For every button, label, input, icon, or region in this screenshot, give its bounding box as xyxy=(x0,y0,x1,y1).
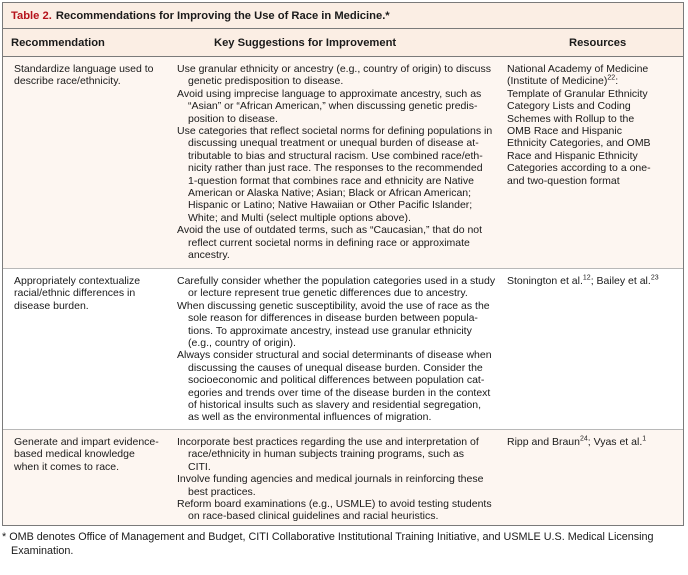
suggestion-line: of historical insults such as slavery and residential segregation, xyxy=(188,399,481,412)
resource-line xyxy=(507,150,683,162)
suggestion-item xyxy=(169,125,503,224)
recommendation-cell xyxy=(3,430,169,525)
resource-text: ; Bailey et al. xyxy=(590,275,651,287)
suggestion-line: race/ethnicity in human subjects training programs, such as xyxy=(188,448,465,461)
reference-superscript: 1 xyxy=(642,435,647,443)
suggestions-cell xyxy=(169,430,503,525)
suggestion-line: tributable to bias and structural racism. Use combined race/eth- xyxy=(188,149,483,162)
suggestion-line: on race-based clinical guidelines and racial heuristics. xyxy=(188,510,439,523)
recommendation-line: based medical knowledge xyxy=(14,448,135,461)
resource-text: and two-question format xyxy=(507,174,620,187)
resource-line xyxy=(507,125,683,137)
resource-text: Template of Granular Ethnicity xyxy=(507,87,648,100)
suggestion-line: Reform board examinations (e.g., USMLE) to avoid testing students xyxy=(177,498,492,511)
suggestion-line: genetic predisposition to disease. xyxy=(188,75,344,88)
reference-superscript: 24 xyxy=(579,435,588,443)
suggestion-item xyxy=(169,275,503,300)
suggestion-line: Avoid using imprecise language to approximate ancestry, such as xyxy=(177,87,482,100)
suggestion-line: or lecture represent true genetic differences due to ancestry. xyxy=(188,287,468,300)
resource-text: : xyxy=(615,75,619,88)
suggestion-line: tions. To approximate ancestry, instead use granular ethnicity xyxy=(188,324,472,337)
suggestion-line: as well as the environmental influences of migration. xyxy=(188,411,432,424)
recommendation-line: racial/ethnic differences in xyxy=(14,287,136,300)
suggestion-line: position to disease. xyxy=(188,112,278,125)
resource-line xyxy=(507,275,683,287)
resources-cell xyxy=(503,57,683,268)
recommendation-line: when it comes to race. xyxy=(14,460,120,473)
suggestion-line: discussing the causes of unequal disease burden. Consider the xyxy=(188,361,483,374)
table-title: Recommendations for Improving the Use of Race in Medicine.* xyxy=(55,9,390,22)
resource-text: Schemes with Rollup to the xyxy=(507,112,635,125)
header-recommendation: Recommendation xyxy=(11,37,105,49)
suggestion-item xyxy=(169,436,503,473)
table-row xyxy=(3,57,683,269)
suggestion-item xyxy=(169,498,503,523)
recommendation-line: Appropriately contextualize xyxy=(14,275,141,287)
suggestion-line: Incorporate best practices regarding the use and interpretation of xyxy=(177,436,479,448)
suggestion-line: 1-question format that combines race and ethnicity are Native xyxy=(188,174,474,187)
resources-cell xyxy=(503,430,683,525)
suggestion-line: best practices. xyxy=(188,485,256,498)
suggestion-line: (e.g., country of origin). xyxy=(188,337,296,350)
resource-line xyxy=(507,100,683,112)
header-suggestions: Key Suggestions for Improvement xyxy=(214,37,397,49)
suggestion-line: ancestry. xyxy=(188,249,230,262)
table-number: Table 2. xyxy=(11,9,52,22)
suggestion-line: Involve funding agencies and medical journals in reinforcing these xyxy=(177,473,484,486)
suggestion-line: CITI. xyxy=(188,460,211,473)
suggestion-line: Carefully consider whether the population categories used in a study xyxy=(177,275,496,287)
suggestions-cell xyxy=(169,57,503,268)
table-footnote xyxy=(2,531,682,558)
recommendation-cell xyxy=(3,269,169,429)
resource-text: Category Lists and Coding xyxy=(507,100,631,113)
table-body xyxy=(3,57,683,525)
suggestion-item xyxy=(169,349,503,423)
resource-text: Ethnicity Categories, and OMB xyxy=(507,137,651,150)
header-resources: Resources xyxy=(569,37,627,49)
recommendation-cell xyxy=(3,57,169,268)
reference-superscript: 23 xyxy=(650,274,659,282)
resource-line xyxy=(507,75,683,87)
suggestion-line: When discussing genetic susceptibility, avoid the use of race as the xyxy=(177,299,490,312)
suggestion-line: reflect current societal norms in defining race or approximate xyxy=(188,236,470,249)
resource-line xyxy=(507,175,683,187)
table-2 xyxy=(2,2,684,526)
recommendation-line: describe race/ethnicity. xyxy=(14,75,121,88)
suggestions-cell xyxy=(169,269,503,429)
suggestion-item xyxy=(169,224,503,261)
suggestion-item xyxy=(169,63,503,88)
resource-line xyxy=(507,88,683,100)
suggestion-line: sole reason for differences in disease burden between popula- xyxy=(188,312,478,325)
resources-cell xyxy=(503,269,683,429)
resource-text: Stonington et al. xyxy=(507,275,583,287)
table-header-row xyxy=(3,29,683,57)
resource-text: Race and Hispanic Ethnicity xyxy=(507,149,638,162)
recommendation-line: Standardize language used to xyxy=(14,63,154,75)
footnote-line: * OMB denotes Office of Management and Budget, CITI Collaborative Institutional Training Initiative, and USMLE U.S. Medical Licensing xyxy=(2,531,654,543)
suggestion-line: nicity rather than just race. The responses to the recommended xyxy=(188,162,483,175)
suggestion-line: discussing unequal treatment or unequal burden of disease at- xyxy=(188,137,479,150)
suggestion-line: socioeconomic and political differences between population cat- xyxy=(188,374,485,387)
reference-superscript: 12 xyxy=(582,274,591,282)
suggestion-line: White; and Multi (select multiple options above). xyxy=(188,211,411,224)
suggestion-line: Hispanic or Latino; Native Hawaiian or Other Pacific Islander; xyxy=(188,199,473,212)
reference-superscript: 22 xyxy=(607,74,616,82)
resource-text: OMB Race and Hispanic xyxy=(507,125,622,138)
suggestion-line: “Asian” or “African American,” when discussing genetic predis- xyxy=(188,100,478,113)
resource-text: Ripp and Braun xyxy=(507,436,580,448)
table-row xyxy=(3,430,683,525)
suggestion-line: Always consider structural and social determinants of disease when xyxy=(177,349,492,362)
resource-text: ; Vyas et al. xyxy=(587,436,643,448)
suggestion-line: Use categories that reflect societal norms for defining populations in xyxy=(177,125,493,138)
recommendation-line: Generate and impart evidence- xyxy=(14,436,159,448)
resource-line xyxy=(507,63,683,75)
suggestion-line: Avoid the use of outdated terms, such as “Caucasian,” that do not xyxy=(177,224,483,237)
table-caption xyxy=(3,3,683,29)
resource-text: (Institute of Medicine) xyxy=(507,75,608,88)
suggestion-item xyxy=(169,88,503,125)
suggestion-line: Use granular ethnicity or ancestry (e.g., country of origin) to discuss xyxy=(177,63,491,75)
suggestion-line: American or Alaska Native; Asian; Black or African American; xyxy=(188,187,472,200)
resource-line xyxy=(507,162,683,174)
recommendation-line: disease burden. xyxy=(14,299,89,312)
resource-text: Categories according to a one- xyxy=(507,162,651,175)
suggestion-item xyxy=(169,473,503,498)
resource-text: National Academy of Medicine xyxy=(507,63,649,75)
resource-line xyxy=(507,137,683,149)
suggestion-line: egories and trends over time of the disease burden in the context xyxy=(188,386,491,399)
table-row xyxy=(3,269,683,430)
footnote-line: Examination. xyxy=(11,544,74,557)
resource-line xyxy=(507,113,683,125)
resource-line xyxy=(507,436,683,448)
suggestion-item xyxy=(169,300,503,350)
